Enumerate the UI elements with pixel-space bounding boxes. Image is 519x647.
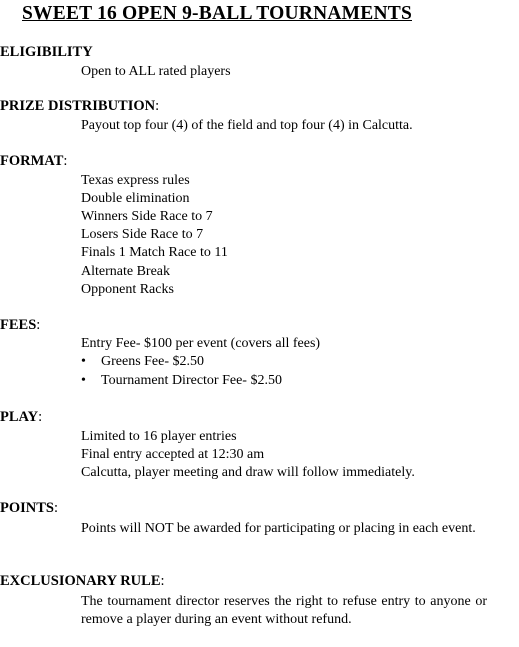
- play-line: Limited to 16 player entries: [81, 429, 237, 444]
- heading-play-colon: :: [38, 409, 43, 425]
- document-title: SWEET 16 OPEN 9-BALL TOURNAMENTS: [22, 3, 412, 24]
- play-line: Calcutta, player meeting and draw will follow immediately.: [81, 465, 415, 480]
- points-paragraph: Points will NOT be awarded for participating or placing in each event.: [81, 521, 476, 536]
- play-line: Final entry accepted at 12:30 am: [81, 447, 265, 462]
- heading-points: [0, 500, 58, 517]
- heading-exclusionary-text: EXCLUSIONARY RULE: [0, 573, 161, 589]
- format-line: Winners Side Race to 7: [81, 209, 213, 224]
- heading-fees: [0, 317, 40, 334]
- bullet-icon: •: [81, 354, 86, 369]
- heading-fees-colon: :: [36, 317, 41, 333]
- bullet-icon: •: [81, 373, 86, 388]
- format-line: Opponent Racks: [81, 282, 174, 297]
- fees-bullet-text: Tournament Director Fee- $2.50: [101, 373, 282, 388]
- heading-exclusionary-colon: :: [160, 573, 165, 589]
- heading-format-colon: :: [63, 153, 68, 169]
- heading-play-text: PLAY: [0, 409, 39, 425]
- heading-exclusionary-rule: [0, 573, 165, 590]
- heading-prize-colon: :: [155, 98, 160, 114]
- format-line: Losers Side Race to 7: [81, 227, 204, 242]
- heading-prize-text: PRIZE DISTRIBUTION: [0, 98, 156, 114]
- heading-fees-text: FEES: [0, 317, 37, 333]
- prize-line: Payout top four (4) of the field and top four (4) in Calcutta.: [81, 118, 413, 133]
- heading-format-text: FORMAT: [0, 153, 64, 169]
- format-line: Texas express rules: [81, 173, 190, 188]
- format-line: Double elimination: [81, 191, 190, 206]
- fees-bullet-item: [81, 354, 204, 370]
- heading-prize-distribution: [0, 98, 159, 115]
- heading-eligibility-text: ELIGIBILITY: [0, 44, 93, 60]
- exclusionary-paragraph: The tournament director reserves the right to refuse entry to anyone or remove a player during an event without refund.: [81, 594, 487, 627]
- eligibility-line: Open to ALL rated players: [81, 64, 231, 79]
- format-line: Alternate Break: [81, 264, 171, 279]
- heading-format: [0, 153, 67, 170]
- heading-play: [0, 409, 42, 426]
- heading-points-colon: :: [54, 500, 59, 516]
- heading-points-text: POINTS: [0, 500, 54, 516]
- fees-bullet-item: [81, 373, 282, 389]
- fees-bullet-text: Greens Fee- $2.50: [101, 354, 205, 369]
- format-line: Finals 1 Match Race to 11: [81, 245, 228, 260]
- heading-eligibility: [0, 44, 93, 61]
- fees-line: Entry Fee- $100 per event (covers all fees): [81, 336, 321, 351]
